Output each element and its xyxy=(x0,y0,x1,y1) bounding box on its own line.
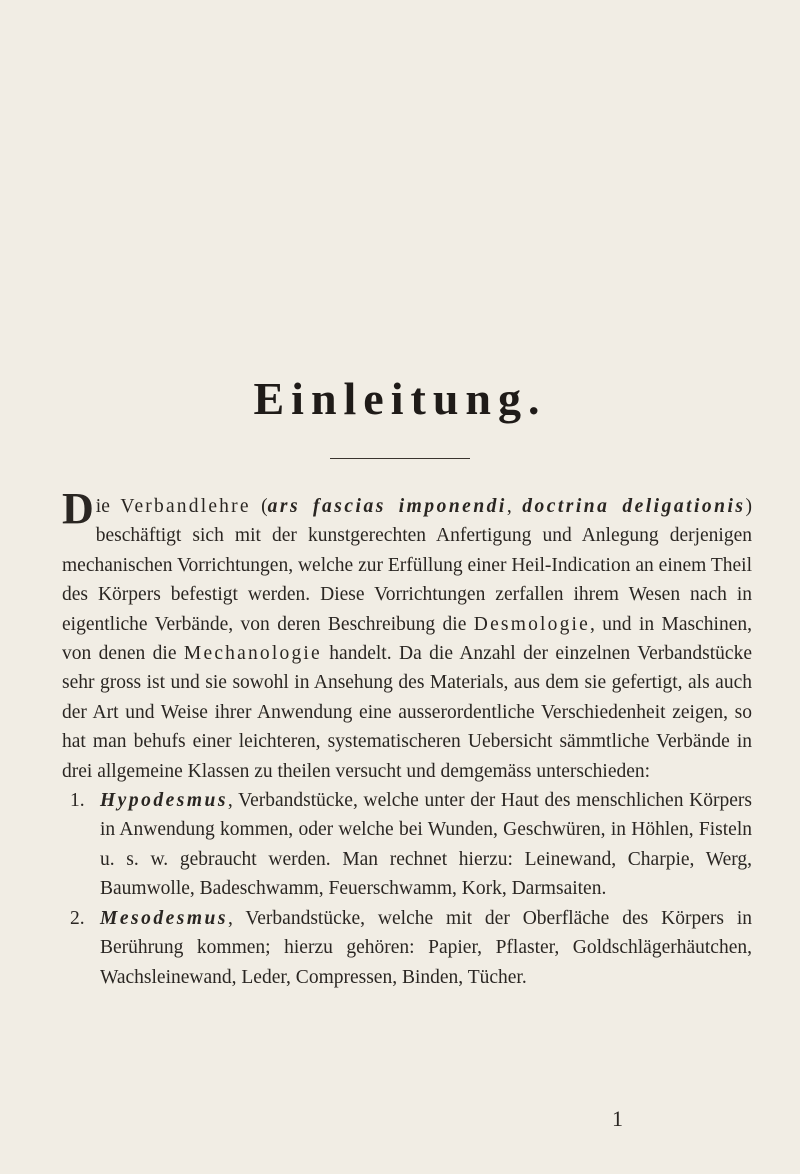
text-run: ie xyxy=(95,496,121,517)
text-run: ) beschäftigt sich mit der kunstgerechten Anfertigung und Anlegung derjenigen mechanischen Vorrichtungen, welche zur Erfüllung einer Heil-Indication an einem Theil des Körpers befestigt werden. Diese Vorrichtungen zerfallen ihrem Wesen nach in eigentliche Verbände, von deren Beschreibung die xyxy=(62,496,753,635)
term-verbandlehre: Verbandlehre xyxy=(120,496,251,517)
text-run: ( xyxy=(250,496,268,517)
heading-divider xyxy=(330,458,470,459)
item-text: , Verbandstücke, welche unter der Haut des menschlichen Körpers in Anwendung kommen, oder welche bei Wunden, Geschwüren, in Höhlen, Fisteln u. s. w. gebraucht werden. Man rechnet hierzu: Leinewand, Charpie, Werg, Baumwolle, Badeschwamm, Feuerschwamm, Kork, Darmsaiten. xyxy=(100,790,752,900)
text-run: , und in Maschinen, von denen die xyxy=(62,613,752,665)
chapter-heading: Einleitung. xyxy=(253,373,547,424)
body-text xyxy=(62,484,753,992)
term-mechanologie: Mechanologie xyxy=(183,643,322,665)
text-run: , xyxy=(506,496,523,517)
item-term: Mesodesmus xyxy=(100,907,228,929)
term-desmologie: Desmologie xyxy=(473,613,591,635)
item-number: 1. xyxy=(70,790,85,812)
latin-term: ars fascias imponendi xyxy=(267,496,507,517)
page-number: 1 xyxy=(612,1106,623,1131)
list-item xyxy=(62,904,752,992)
item-term: Hypodesmus xyxy=(100,790,228,812)
intro-paragraph xyxy=(62,484,753,786)
latin-term: doctrina deligationis xyxy=(522,496,746,517)
item-text: , Verbandstücke, welche mit der Oberfläche des Körpers in Berührung kommen; hierzu gehören: Papier, Pflaster, Goldschlägerhäutchen, Wachsleinewand, Leder, Compressen, Binden, Tücher. xyxy=(100,907,752,988)
item-number: 2. xyxy=(70,907,85,929)
drop-cap: D xyxy=(62,484,94,533)
list-item xyxy=(62,786,752,904)
text-run: handelt. Da die Anzahl der einzelnen Verbandstücke sehr gross ist und sie sowohl in Ansehung des Materials, aus dem sie gefertigt, als auch der Art und Weise ihrer Anwendung eine ausserordentliche Verschiedenheit zeigen, so hat man behufs einer leichteren, systematischeren Uebersicht sämmtliche Verbände in drei allgemeine Klassen zu theilen versucht und demgemäss unterschieden: xyxy=(62,643,752,782)
